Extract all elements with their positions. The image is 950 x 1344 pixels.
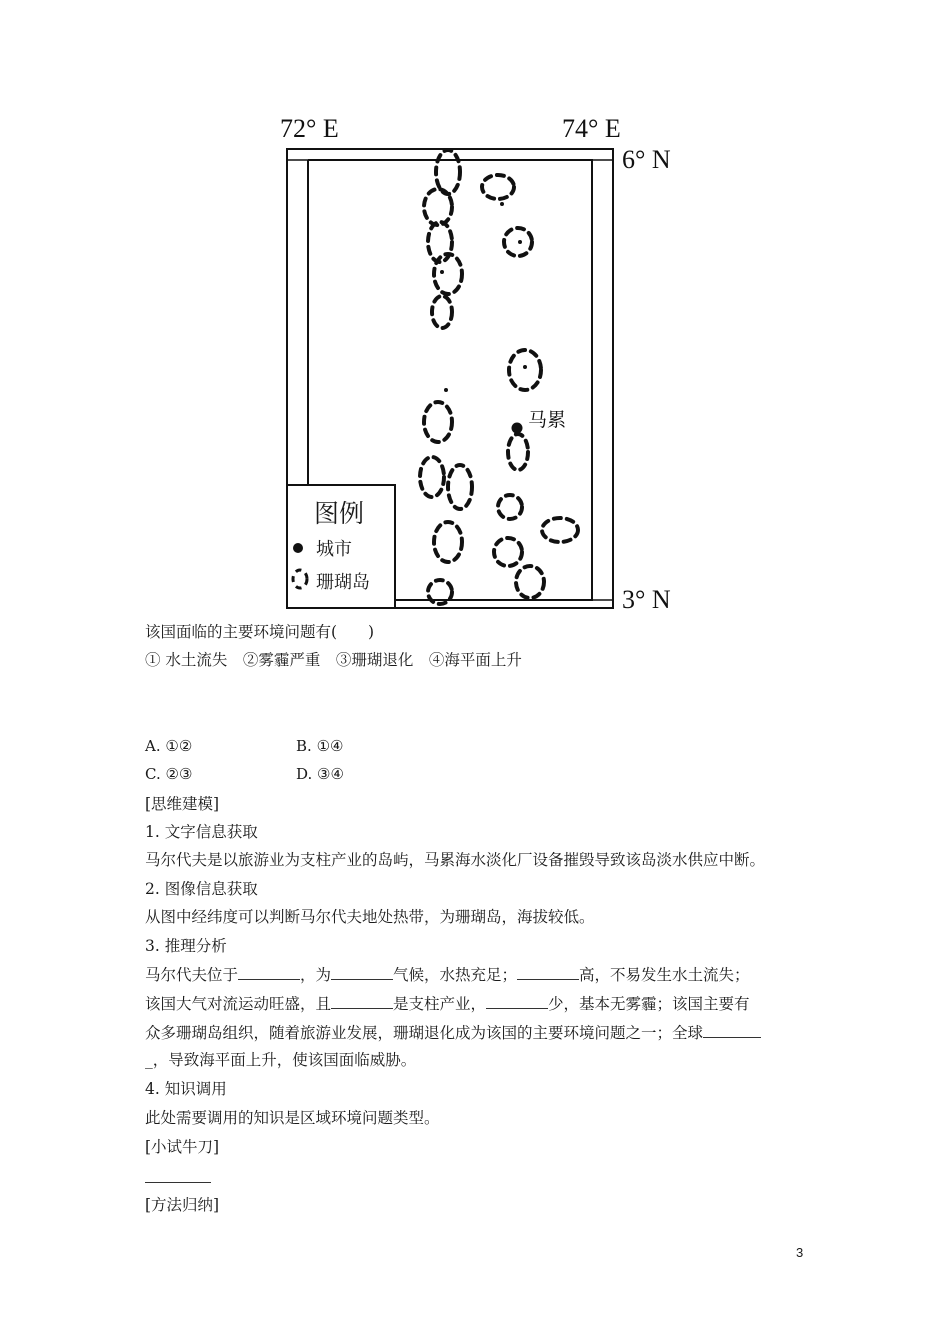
trial-header: [小试牛刀] [145,1138,220,1156]
analysis-header: [思维建模] [145,795,220,813]
lon-label-left: 72° E [280,114,339,143]
choice-c: C. ②③ [145,765,193,783]
legend-title: 图例 [314,499,365,528]
city-label-male: 马累 [528,409,567,431]
lon-label-right: 74° E [562,114,621,143]
legend-city-label: 城市 [316,539,352,560]
lat-label-bottom: 3° N [622,585,671,614]
section-3-line-4: _，导致海平面上升，使该国面临威胁。 [145,1051,417,1069]
island-dots [440,202,527,392]
fill-blank [703,1022,761,1038]
question-options: ① 水土流失 ②雾霾严重 ③珊瑚退化 ④海平面上升 [145,651,522,669]
section-3-line-1: 马尔代夫位于 ，为 气候，水热充足； 高，不易发生水土流失； [145,966,750,984]
section-3-line-2: 该国大气对流运动旺盛，且 是支柱产业， 少，基本无雾霾；该国主要有 [145,995,750,1013]
section-2-title: 2. 图像信息获取 [145,880,258,898]
question-stem: 该国面临的主要环境问题有( ) [145,623,375,641]
choice-d: D. ③④ [296,765,344,783]
fill-blank [238,964,300,980]
coral-islands [420,150,578,604]
section-2-text: 从图中经纬度可以判断马尔代夫地处热带，为珊瑚岛，海拔较低。 [145,908,595,926]
section-3-line-3: 众多珊瑚岛组织，随着旅游业发展，珊瑚退化成为该国的主要环境问题之一；全球 [145,1022,761,1043]
page-number: 3 [796,1245,804,1260]
choice-a: A. ①② [145,737,193,755]
section-3-title: 3. 推理分析 [145,937,227,955]
section-4-text: 此处需要调用的知识是区域环境问题类型。 [145,1109,440,1127]
section-1-title: 1. 文字信息获取 [145,823,258,841]
answer-blank-line [145,1182,211,1183]
section-1-text: 马尔代夫是以旅游业为支柱产业的岛屿，马累海水淡化厂设备摧毁导致该岛淡水供应中断。 [145,851,766,869]
fill-blank [486,993,548,1009]
maldives-map [270,112,690,617]
choice-b: B. ①④ [296,737,344,755]
fill-blank [331,964,393,980]
city-marker-icon [512,423,523,434]
legend-city-icon [293,543,303,553]
fill-blank [331,993,393,1009]
section-4-title: 4. 知识调用 [145,1080,227,1098]
fill-blank [517,964,579,980]
method-header: [方法归纳] [145,1196,220,1214]
lat-label-top: 6° N [622,145,671,174]
legend-island-label: 珊瑚岛 [316,572,370,593]
